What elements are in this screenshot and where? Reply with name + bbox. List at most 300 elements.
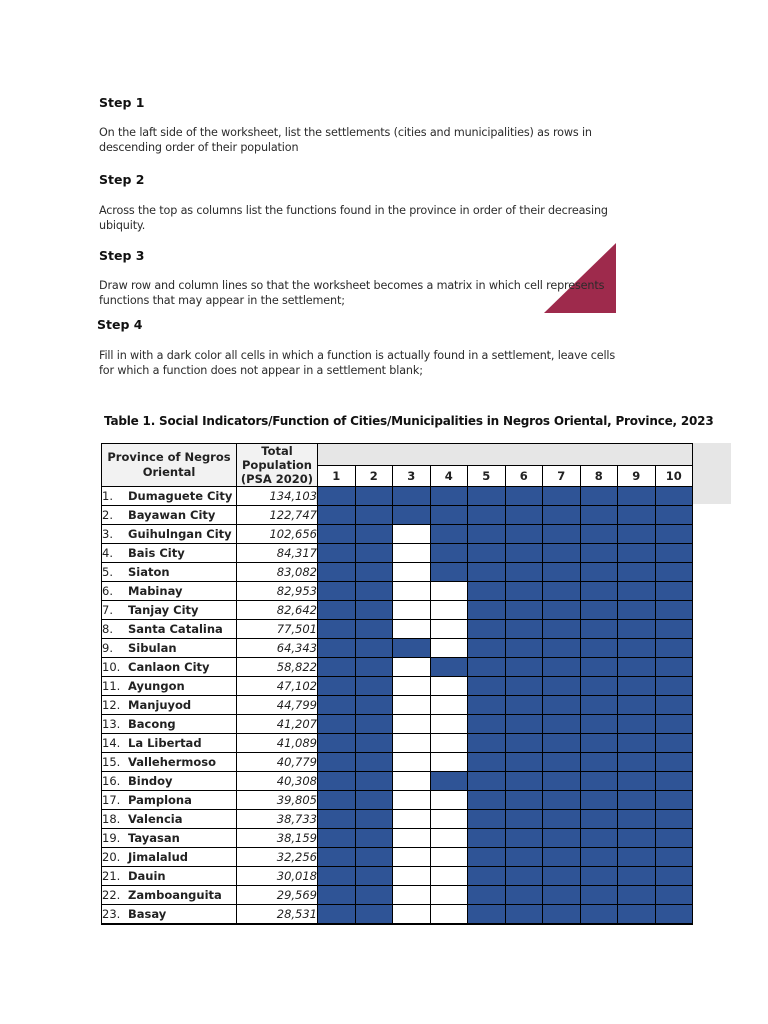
function-cell-6-filled	[505, 867, 543, 886]
function-cell-6-filled	[505, 734, 543, 753]
function-cell-7-filled	[543, 886, 581, 905]
population-header-line-1: Total	[261, 444, 293, 458]
function-cell-9-filled	[618, 829, 656, 848]
settlement-name-cell	[102, 696, 237, 715]
function-cell-6-filled	[505, 544, 543, 563]
settlement-name-cell	[102, 715, 237, 734]
settlement-name: Bacong	[128, 717, 176, 731]
function-cell-10-filled	[655, 658, 693, 677]
settlement-name: Guihulngan City	[128, 527, 232, 541]
settlement-name: Dauin	[128, 869, 166, 883]
function-cell-5-filled	[468, 848, 506, 867]
row-index: 7.	[102, 603, 113, 617]
population-cell: 40,779	[237, 753, 318, 772]
function-cell-10-filled	[655, 829, 693, 848]
settlement-name-cell	[102, 639, 237, 658]
function-cell-7-filled	[543, 867, 581, 886]
function-cell-6-filled	[505, 886, 543, 905]
table-row	[102, 772, 693, 791]
table-row	[102, 487, 693, 506]
function-cell-8-filled	[580, 734, 618, 753]
function-cell-3-blank	[393, 620, 431, 639]
function-cell-3-blank	[393, 525, 431, 544]
function-cell-6-filled	[505, 620, 543, 639]
function-cell-5-filled	[468, 658, 506, 677]
function-cell-5-filled	[468, 563, 506, 582]
function-cell-4-blank	[430, 715, 468, 734]
function-cell-10-filled	[655, 734, 693, 753]
function-cell-6-filled	[505, 715, 543, 734]
function-cell-4-blank	[430, 810, 468, 829]
function-cell-2-filled	[355, 563, 393, 582]
function-cell-10-filled	[655, 848, 693, 867]
function-cell-5-filled	[468, 696, 506, 715]
function-cell-2-filled	[355, 696, 393, 715]
function-cell-4-blank	[430, 905, 468, 925]
function-cell-7-filled	[543, 677, 581, 696]
function-cell-4-blank	[430, 829, 468, 848]
function-cell-7-filled	[543, 601, 581, 620]
function-cell-9-filled	[618, 582, 656, 601]
function-cell-10-filled	[655, 506, 693, 525]
function-cell-8-filled	[580, 810, 618, 829]
function-cell-1-filled	[318, 544, 356, 563]
row-index: 19.	[102, 831, 121, 845]
function-cell-5-filled	[468, 506, 506, 525]
function-cell-4-blank	[430, 734, 468, 753]
population-cell: 32,256	[237, 848, 318, 867]
function-cell-2-filled	[355, 544, 393, 563]
function-cell-3-blank	[393, 677, 431, 696]
function-cell-6-filled	[505, 753, 543, 772]
function-cell-7-filled	[543, 696, 581, 715]
function-cell-8-filled	[580, 544, 618, 563]
row-index: 21.	[102, 869, 121, 883]
function-cell-1-filled	[318, 658, 356, 677]
function-cell-8-filled	[580, 829, 618, 848]
function-cell-10-filled	[655, 487, 693, 506]
function-cell-9-filled	[618, 715, 656, 734]
function-cell-4-blank	[430, 696, 468, 715]
function-cell-7-filled	[543, 506, 581, 525]
step-3-text: Draw row and column lines so that the worksheet becomes a matrix in which cell represents functions that may appear in the settlement;	[99, 279, 605, 307]
function-cell-10-filled	[655, 810, 693, 829]
function-cell-2-filled	[355, 658, 393, 677]
function-cell-2-filled	[355, 525, 393, 544]
table-row	[102, 582, 693, 601]
settlement-name-cell	[102, 658, 237, 677]
function-cell-9-filled	[618, 848, 656, 867]
function-cell-7-filled	[543, 639, 581, 658]
function-cell-2-filled	[355, 867, 393, 886]
function-cell-1-filled	[318, 620, 356, 639]
function-cell-1-filled	[318, 886, 356, 905]
step-4-text: Fill in with a dark color all cells in which a function is actually found in a settlement, leave cells for which a function does not appear in a settlement blank;	[99, 349, 616, 377]
function-cell-4-blank	[430, 601, 468, 620]
settlement-name-cell	[102, 677, 237, 696]
function-cell-3-blank	[393, 772, 431, 791]
row-index: 5.	[102, 565, 113, 579]
function-cell-9-filled	[618, 506, 656, 525]
function-cell-2-filled	[355, 582, 393, 601]
table-row	[102, 715, 693, 734]
population-header-line-2: Population	[242, 458, 312, 472]
function-cell-5-filled	[468, 905, 506, 925]
settlement-name-cell	[102, 810, 237, 829]
function-cell-3-blank	[393, 658, 431, 677]
function-cell-3-blank	[393, 791, 431, 810]
function-cell-7-filled	[543, 658, 581, 677]
function-cell-1-filled	[318, 753, 356, 772]
function-cell-4-filled	[430, 563, 468, 582]
function-column-header-2: 2	[355, 465, 393, 487]
function-cell-5-filled	[468, 620, 506, 639]
function-cell-4-blank	[430, 848, 468, 867]
function-cell-10-filled	[655, 544, 693, 563]
population-cell: 122,747	[237, 506, 318, 525]
function-cell-2-filled	[355, 772, 393, 791]
settlement-name: Siaton	[128, 565, 170, 579]
function-column-header-4: 4	[430, 465, 468, 487]
settlement-name: Vallehermoso	[128, 755, 217, 769]
function-cell-8-filled	[580, 620, 618, 639]
function-cell-9-filled	[618, 525, 656, 544]
function-cell-3-blank	[393, 753, 431, 772]
function-cell-1-filled	[318, 563, 356, 582]
function-cell-4-blank	[430, 753, 468, 772]
table-row	[102, 867, 693, 886]
function-cell-2-filled	[355, 506, 393, 525]
function-cell-1-filled	[318, 696, 356, 715]
function-cell-3-blank	[393, 544, 431, 563]
table-row	[102, 696, 693, 715]
settlement-name-cell	[102, 487, 237, 506]
function-cell-9-filled	[618, 734, 656, 753]
population-column-header	[237, 444, 318, 487]
function-cell-3-blank	[393, 601, 431, 620]
step-3-title: Step 3	[99, 248, 145, 263]
settlement-name-cell	[102, 791, 237, 810]
function-column-header-9: 9	[618, 465, 656, 487]
function-cell-9-filled	[618, 487, 656, 506]
function-cell-4-filled	[430, 525, 468, 544]
function-cell-2-filled	[355, 791, 393, 810]
function-cell-6-filled	[505, 487, 543, 506]
function-cell-8-filled	[580, 886, 618, 905]
function-cell-4-filled	[430, 506, 468, 525]
function-cell-4-filled	[430, 658, 468, 677]
settlement-name: Zamboanguita	[128, 888, 222, 902]
settlement-name-cell	[102, 563, 237, 582]
step-2-title: Step 2	[99, 172, 145, 187]
function-cell-8-filled	[580, 753, 618, 772]
function-cell-8-filled	[580, 696, 618, 715]
function-cell-7-filled	[543, 810, 581, 829]
settlement-name: Ayungon	[128, 679, 185, 693]
population-cell: 40,308	[237, 772, 318, 791]
function-cell-2-filled	[355, 487, 393, 506]
province-column-header: Province of Negros Oriental	[102, 444, 237, 487]
function-cell-6-filled	[505, 601, 543, 620]
population-cell: 44,799	[237, 696, 318, 715]
function-cell-9-filled	[618, 677, 656, 696]
function-cell-1-filled	[318, 810, 356, 829]
population-cell: 83,082	[237, 563, 318, 582]
settlement-name: Tayasan	[128, 831, 180, 845]
settlement-name-cell	[102, 829, 237, 848]
table-row	[102, 905, 693, 925]
function-cell-1-filled	[318, 829, 356, 848]
function-cell-10-filled	[655, 753, 693, 772]
function-column-header-8: 8	[580, 465, 618, 487]
function-cell-9-filled	[618, 905, 656, 925]
table-row	[102, 791, 693, 810]
function-cell-3-blank	[393, 734, 431, 753]
function-cell-10-filled	[655, 791, 693, 810]
settlement-name-cell	[102, 582, 237, 601]
function-cell-10-filled	[655, 563, 693, 582]
function-cell-2-filled	[355, 620, 393, 639]
function-cell-2-filled	[355, 810, 393, 829]
function-cell-1-filled	[318, 506, 356, 525]
function-column-header-3: 3	[393, 465, 431, 487]
population-cell: 41,089	[237, 734, 318, 753]
function-cell-7-filled	[543, 753, 581, 772]
settlement-name-cell	[102, 848, 237, 867]
function-cell-7-filled	[543, 563, 581, 582]
step-1-text: On the laft side of the worksheet, list the settlements (cities and municipalities) as rows in descending order of their population	[99, 126, 592, 154]
population-cell: 47,102	[237, 677, 318, 696]
function-cell-3-blank	[393, 563, 431, 582]
function-cell-5-filled	[468, 829, 506, 848]
function-cell-6-filled	[505, 810, 543, 829]
function-cell-5-filled	[468, 753, 506, 772]
settlement-function-matrix	[101, 443, 693, 925]
function-cell-8-filled	[580, 525, 618, 544]
settlement-name-cell	[102, 734, 237, 753]
function-cell-10-filled	[655, 639, 693, 658]
matrix-body	[102, 487, 693, 925]
settlement-name: Jimalalud	[128, 850, 189, 864]
function-cell-6-filled	[505, 563, 543, 582]
function-cell-8-filled	[580, 677, 618, 696]
step-4-title: Step 4	[97, 317, 143, 332]
function-cell-6-filled	[505, 848, 543, 867]
function-cell-3-blank	[393, 810, 431, 829]
function-cell-6-filled	[505, 791, 543, 810]
table-row	[102, 620, 693, 639]
population-cell: 38,733	[237, 810, 318, 829]
table-row	[102, 886, 693, 905]
function-cell-7-filled	[543, 772, 581, 791]
table-row	[102, 544, 693, 563]
function-cell-7-filled	[543, 715, 581, 734]
function-cell-5-filled	[468, 791, 506, 810]
function-cell-5-filled	[468, 487, 506, 506]
function-cell-6-filled	[505, 772, 543, 791]
function-cell-5-filled	[468, 544, 506, 563]
row-index: 20.	[102, 850, 121, 864]
function-cell-7-filled	[543, 905, 581, 925]
function-cell-4-filled	[430, 544, 468, 563]
function-cell-3-blank	[393, 829, 431, 848]
function-cell-1-filled	[318, 639, 356, 658]
function-cell-8-filled	[580, 658, 618, 677]
function-cell-1-filled	[318, 734, 356, 753]
settlement-name-cell	[102, 544, 237, 563]
function-cell-7-filled	[543, 620, 581, 639]
function-cell-5-filled	[468, 886, 506, 905]
table-row	[102, 810, 693, 829]
row-index: 11.	[102, 679, 121, 693]
settlement-name-cell	[102, 905, 237, 925]
table-row	[102, 848, 693, 867]
function-cell-3-blank	[393, 696, 431, 715]
row-index: 13.	[102, 717, 121, 731]
population-cell: 82,953	[237, 582, 318, 601]
function-cell-9-filled	[618, 772, 656, 791]
function-column-header-1: 1	[318, 465, 356, 487]
function-cell-1-filled	[318, 791, 356, 810]
function-column-header-10: 10	[655, 465, 693, 487]
function-cell-6-filled	[505, 582, 543, 601]
table-row	[102, 829, 693, 848]
function-cell-4-blank	[430, 582, 468, 601]
settlement-name: Bais City	[128, 546, 185, 560]
settlement-name: Manjuyod	[128, 698, 192, 712]
function-cell-5-filled	[468, 772, 506, 791]
settlement-name-cell	[102, 886, 237, 905]
function-cell-8-filled	[580, 582, 618, 601]
function-cell-8-filled	[580, 506, 618, 525]
function-cell-7-filled	[543, 544, 581, 563]
function-cell-2-filled	[355, 829, 393, 848]
function-cell-3-blank	[393, 848, 431, 867]
function-cell-2-filled	[355, 677, 393, 696]
function-cell-2-filled	[355, 715, 393, 734]
row-index: 10.	[102, 660, 121, 674]
row-index: 1.	[102, 489, 113, 503]
table-row	[102, 563, 693, 582]
function-cell-2-filled	[355, 601, 393, 620]
function-cell-7-filled	[543, 734, 581, 753]
function-cell-2-filled	[355, 753, 393, 772]
step-2-text: Across the top as columns list the functions found in the province in order of their decreasing ubiquity.	[99, 204, 608, 232]
function-cell-5-filled	[468, 715, 506, 734]
function-cell-8-filled	[580, 867, 618, 886]
row-index: 14.	[102, 736, 121, 750]
function-cell-6-filled	[505, 525, 543, 544]
function-cell-7-filled	[543, 791, 581, 810]
settlement-name: Canlaon City	[128, 660, 210, 674]
function-cell-4-filled	[430, 772, 468, 791]
function-cell-4-filled	[430, 487, 468, 506]
function-cell-8-filled	[580, 601, 618, 620]
settlement-name: Mabinay	[128, 584, 183, 598]
settlement-name-cell	[102, 601, 237, 620]
function-cell-6-filled	[505, 905, 543, 925]
function-cell-10-filled	[655, 867, 693, 886]
settlement-name-cell	[102, 620, 237, 639]
function-cell-9-filled	[618, 563, 656, 582]
population-cell: 29,569	[237, 886, 318, 905]
population-cell: 58,822	[237, 658, 318, 677]
settlement-name: Sibulan	[128, 641, 177, 655]
row-index: 17.	[102, 793, 121, 807]
function-cell-7-filled	[543, 848, 581, 867]
settlement-name: Valencia	[128, 812, 183, 826]
function-cell-10-filled	[655, 582, 693, 601]
population-cell: 64,343	[237, 639, 318, 658]
table-row	[102, 506, 693, 525]
function-cell-1-filled	[318, 715, 356, 734]
function-cell-9-filled	[618, 696, 656, 715]
function-cell-8-filled	[580, 563, 618, 582]
function-cell-10-filled	[655, 620, 693, 639]
function-cell-3-filled	[393, 506, 431, 525]
function-cell-4-blank	[430, 886, 468, 905]
function-cell-6-filled	[505, 696, 543, 715]
settlement-name: Santa Catalina	[128, 622, 223, 636]
function-cell-7-filled	[543, 582, 581, 601]
function-cell-8-filled	[580, 639, 618, 658]
function-cell-2-filled	[355, 905, 393, 925]
function-cell-9-filled	[618, 867, 656, 886]
population-header-line-3: (PSA 2020)	[240, 472, 314, 486]
population-cell: 82,642	[237, 601, 318, 620]
row-index: 3.	[102, 527, 113, 541]
function-cell-9-filled	[618, 601, 656, 620]
function-cell-1-filled	[318, 772, 356, 791]
row-index: 12.	[102, 698, 121, 712]
function-cell-6-filled	[505, 658, 543, 677]
function-cell-2-filled	[355, 734, 393, 753]
row-index: 9.	[102, 641, 113, 655]
function-cell-5-filled	[468, 525, 506, 544]
function-cell-9-filled	[618, 658, 656, 677]
table-row	[102, 677, 693, 696]
row-index: 4.	[102, 546, 113, 560]
function-cell-8-filled	[580, 905, 618, 925]
function-cell-4-blank	[430, 867, 468, 886]
row-index: 6.	[102, 584, 113, 598]
row-index: 22.	[102, 888, 121, 902]
settlement-name-cell	[102, 772, 237, 791]
function-cell-1-filled	[318, 487, 356, 506]
function-cell-3-blank	[393, 886, 431, 905]
function-cell-4-blank	[430, 677, 468, 696]
function-column-header-6: 6	[505, 465, 543, 487]
function-cell-10-filled	[655, 696, 693, 715]
population-cell: 30,018	[237, 867, 318, 886]
population-cell: 84,317	[237, 544, 318, 563]
function-cell-4-blank	[430, 639, 468, 658]
population-cell: 134,103	[237, 487, 318, 506]
table-row	[102, 639, 693, 658]
function-cell-7-filled	[543, 525, 581, 544]
function-column-header-5: 5	[468, 465, 506, 487]
function-cell-1-filled	[318, 867, 356, 886]
population-cell: 102,656	[237, 525, 318, 544]
function-cell-8-filled	[580, 791, 618, 810]
row-index: 18.	[102, 812, 121, 826]
function-cell-2-filled	[355, 886, 393, 905]
function-cell-5-filled	[468, 867, 506, 886]
settlement-name: La Libertad	[128, 736, 202, 750]
settlement-name-cell	[102, 506, 237, 525]
table-row	[102, 525, 693, 544]
function-cell-6-filled	[505, 639, 543, 658]
